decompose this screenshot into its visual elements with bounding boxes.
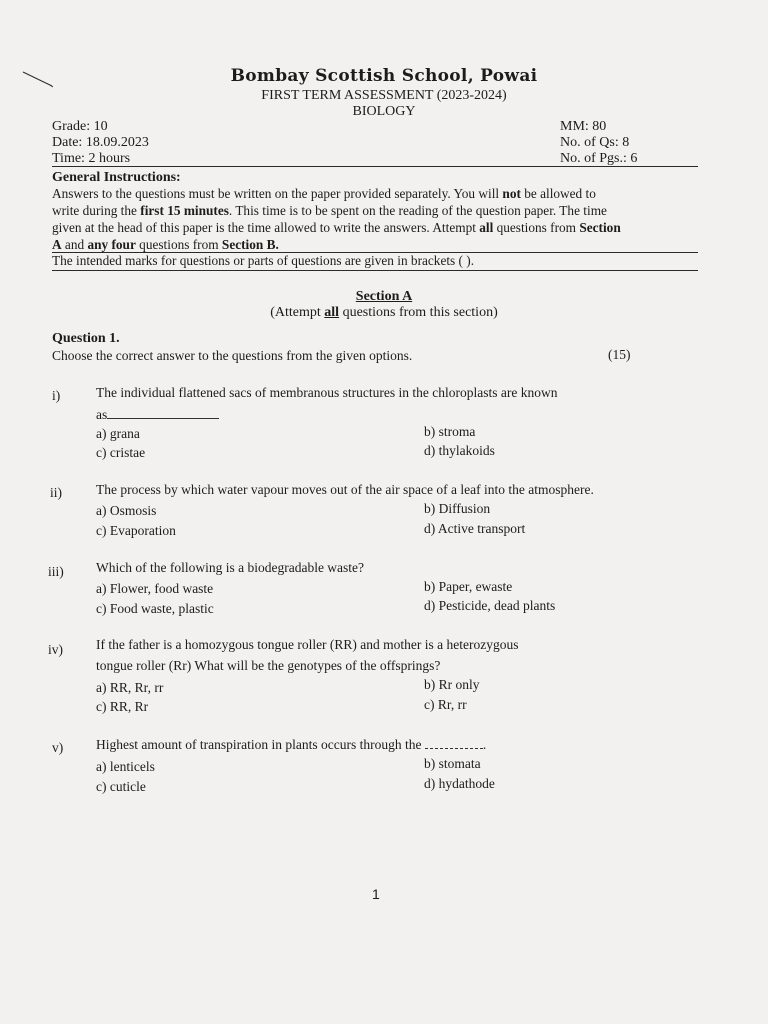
instructions-marks-note: The intended marks for questions or parts of questions are given in brackets ( ). xyxy=(52,253,475,268)
item-number: iii) xyxy=(48,564,64,579)
option: b) Diffusion xyxy=(424,501,491,516)
option: b) stroma xyxy=(424,424,476,439)
question-count-label: No. of Qs: 8 xyxy=(560,135,630,150)
item-text: If the father is a homozygous tongue roller (RR) and mother is a heterozygous xyxy=(96,637,519,652)
option: a) RR, Rr, rr xyxy=(96,680,164,695)
section-subtitle: (Attempt all questions from this section) xyxy=(270,305,498,320)
page-count-label: No. of Pgs.: 6 xyxy=(560,151,638,166)
option: c) cristae xyxy=(96,445,146,460)
instructions-text: Answers to the questions must be written on the paper provided separately. You will not be allowed to write during the first 15 minutes. This time is to be spent on the reading of the question paper. The time given at the head of this paper is the time allowed to write the answers. Attempt all questions from Section A and any four questions from Section B. xyxy=(52,186,621,252)
option: a) grana xyxy=(96,426,140,441)
item-text: The process by which water vapour moves out of the air space of a leaf into the atmosphere. xyxy=(96,482,594,497)
option: d) Pesticide, dead plants xyxy=(424,598,556,613)
item-text: Which of the following is a biodegradable waste? xyxy=(96,560,365,575)
answer-blank xyxy=(107,406,219,419)
item-text: Highest amount of transpiration in plants occurs through the . xyxy=(96,737,487,752)
option: a) lenticels xyxy=(96,759,155,774)
instructions-title: General Instructions: xyxy=(52,170,181,185)
item-text: The individual flattened sacs of membranous structures in the chloroplasts are known xyxy=(96,385,558,400)
item-text-continued: tongue roller (Rr) What will be the genotypes of the offsprings? xyxy=(96,658,441,673)
option: c) Evaporation xyxy=(96,523,176,538)
date-label: Date: 18.09.2023 xyxy=(52,135,149,150)
item-number: i) xyxy=(52,388,61,403)
option: b) stomata xyxy=(424,756,481,771)
grade-label: Grade: 10 xyxy=(52,119,108,134)
item-text-continued: as xyxy=(96,406,219,423)
divider xyxy=(52,166,698,167)
item-number: v) xyxy=(52,740,64,755)
option: a) Flower, food waste xyxy=(96,581,214,596)
item-number: iv) xyxy=(48,642,63,657)
subject-title: BIOLOGY xyxy=(352,104,416,119)
max-marks-label: MM: 80 xyxy=(560,119,607,134)
item-number: ii) xyxy=(50,485,62,500)
option: d) Active transport xyxy=(424,521,526,536)
section-title: Section A xyxy=(355,289,413,304)
option: a) Osmosis xyxy=(96,503,157,518)
option: b) Rr only xyxy=(424,677,480,692)
question-instruction: Choose the correct answer to the questions from the given options. xyxy=(52,348,413,363)
time-label: Time: 2 hours xyxy=(52,151,131,166)
page-number: 1 xyxy=(372,886,380,902)
school-name: Bombay Scottish School, Powai xyxy=(230,66,538,86)
divider xyxy=(52,270,698,271)
answer-blank xyxy=(425,736,483,749)
question-heading: Question 1. xyxy=(52,331,120,346)
option: c) RR, Rr xyxy=(96,699,149,714)
option: d) thylakoids xyxy=(424,443,495,458)
option: c) Food waste, plastic xyxy=(96,601,214,616)
option: c) Rr, rr xyxy=(424,697,467,712)
option: c) cuticle xyxy=(96,779,146,794)
exam-title: FIRST TERM ASSESSMENT (2023-2024) xyxy=(261,88,507,103)
option: d) hydathode xyxy=(424,776,495,791)
question-marks: (15) xyxy=(608,347,631,362)
option: b) Paper, ewaste xyxy=(424,579,513,594)
